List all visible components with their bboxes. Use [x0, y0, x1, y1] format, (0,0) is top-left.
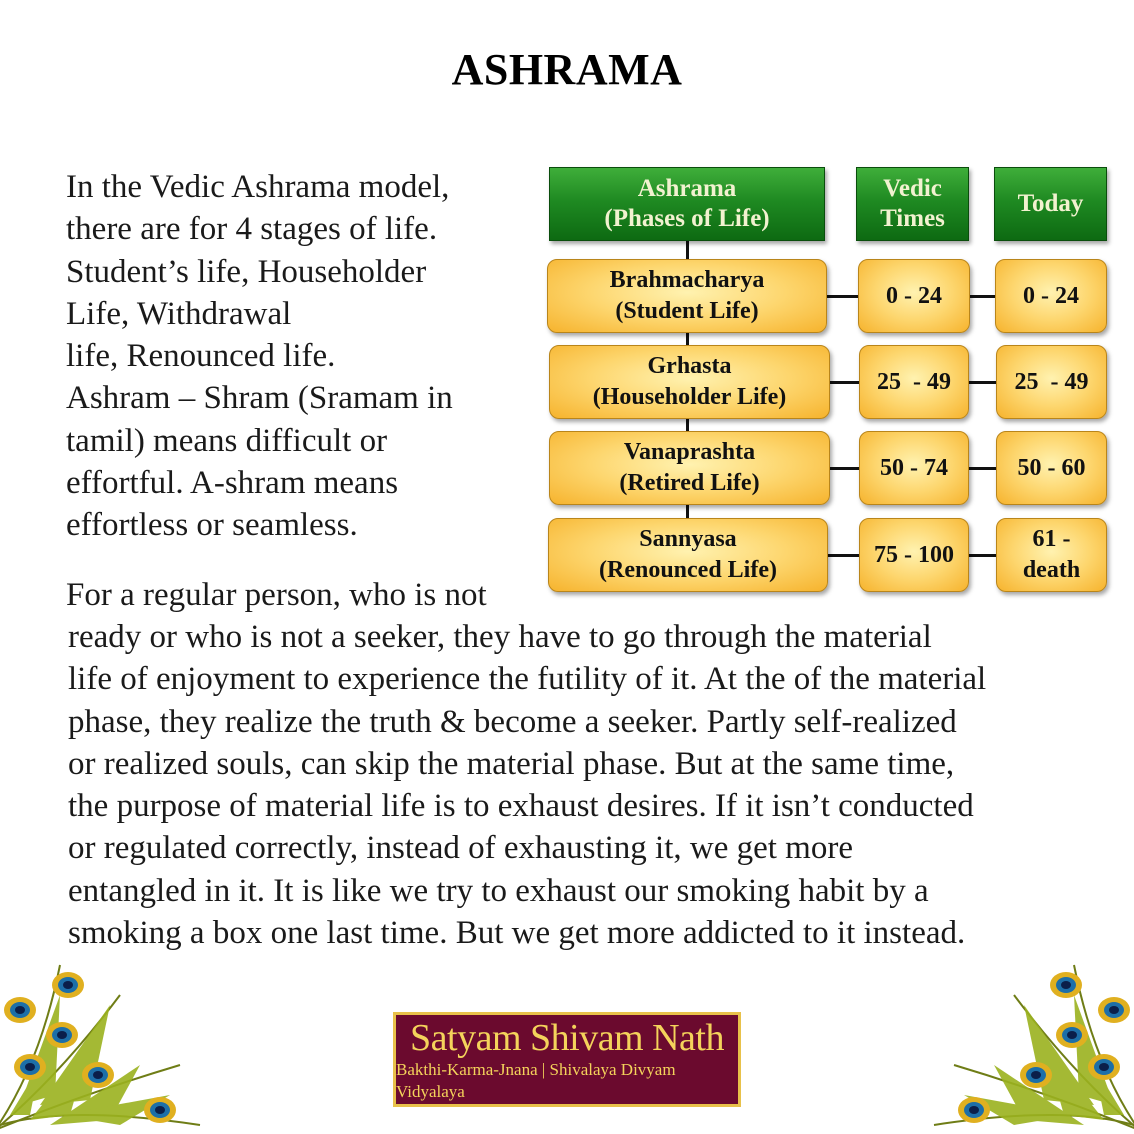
peacock-feather-right-icon: [919, 955, 1134, 1134]
phase-box-brahmacharya: [547, 259, 827, 333]
vedic-age-box: [859, 431, 969, 505]
peacock-feather-left-icon: [0, 955, 215, 1134]
intro-line: In the Vedic Ashrama model,: [66, 169, 450, 205]
logo-name: Satyam Shivam Nath: [410, 1016, 724, 1059]
header-ashrama-line2: (Phases of Life): [604, 205, 770, 232]
today-age-box: [996, 518, 1107, 592]
header-vedic-times: [856, 167, 969, 241]
phase-box-vanaprashta: [549, 431, 830, 505]
logo-tagline: Bakthi-Karma-Jnana | Shivalaya Divyam Vidyalaya: [396, 1059, 676, 1101]
intro-line: tamil) means difficult or: [66, 422, 388, 459]
phase-subtitle: (Householder Life): [592, 384, 787, 410]
header-today-line1: Today: [1017, 190, 1084, 217]
paragraph2-line: phase, they realize the truth & become a seeker. Partly self-realized: [68, 703, 957, 740]
paragraph2-line: or realized souls, can skip the material phase. But at the same time,: [68, 745, 955, 782]
phase-box-sannyasa: [548, 518, 828, 592]
brand-logo: [393, 1012, 741, 1107]
paragraph2: [68, 616, 1108, 954]
row-connector: [826, 295, 860, 298]
paragraph2-first-line: For a regular person, who is not: [66, 577, 487, 613]
header-ashrama: [549, 167, 825, 241]
intro-line: Life, Withdrawal: [66, 295, 292, 332]
intro-line: there are for 4 stages of life.: [66, 211, 438, 248]
phase-name: Brahmacharya: [609, 267, 765, 293]
paragraph2-line: the purpose of material life is to exhaust desires. If it isn’t conducted: [68, 788, 974, 825]
intro-line: Ashram – Shram (Sramam in: [66, 380, 453, 417]
row-connector: [830, 381, 860, 384]
today-age: 50 - 60: [1017, 454, 1086, 481]
phase-subtitle: (Retired Life): [619, 470, 760, 496]
row-connector: [968, 381, 996, 384]
row-connector: [968, 467, 996, 470]
today-age-line1: 61 -: [1032, 526, 1071, 552]
paragraph2-line: smoking a box one last time. But we get more addicted to it instead.: [68, 915, 966, 952]
header-ashrama-line1: Ashrama: [637, 175, 737, 202]
phase-name: Vanaprashta: [623, 439, 756, 465]
vedic-age-box: [858, 259, 970, 333]
phase-subtitle: (Student Life): [615, 298, 759, 324]
vedic-age: 75 - 100: [874, 541, 954, 568]
header-vedic-line1: Vedic: [883, 175, 942, 202]
today-age-line2: death: [1022, 557, 1081, 583]
paragraph2-line: or regulated correctly, instead of exhausting it, we get more: [68, 830, 853, 867]
intro-paragraph: [66, 166, 536, 547]
today-age-box: [995, 259, 1107, 333]
paragraph2-line: ready or who is not a seeker, they have to go through the material: [68, 619, 932, 655]
intro-line: effortless or seamless.: [66, 507, 358, 544]
paragraph2-line: life of enjoyment to experience the futility of it. At the of the material: [68, 661, 987, 698]
header-today: [994, 167, 1107, 241]
row-connector: [830, 467, 860, 470]
today-age: 25 - 49: [1014, 368, 1089, 395]
vedic-age: 0 - 24: [886, 282, 942, 309]
row-connector: [828, 554, 860, 557]
row-connector: [968, 554, 996, 557]
intro-line: life, Renounced life.: [66, 338, 336, 375]
phase-name: Grhasta: [647, 353, 732, 379]
today-age-box: [996, 431, 1107, 505]
today-age-box: [996, 345, 1107, 419]
intro-line: effortful. A-shram means: [66, 465, 399, 502]
phase-name: Sannyasa: [639, 526, 737, 552]
today-age: 0 - 24: [1023, 282, 1079, 309]
vedic-age: 25 - 49: [877, 368, 951, 395]
phase-subtitle: (Renounced Life): [599, 557, 777, 583]
phase-box-grhasta: [549, 345, 830, 419]
row-connector: [968, 295, 996, 298]
page-title: ASHRAMA: [451, 45, 683, 94]
intro-line: Student’s life, Householder: [66, 253, 427, 290]
vedic-age-box: [859, 518, 969, 592]
paragraph2-line: entangled in it. It is like we try to exhaust our smoking habit by a: [68, 872, 929, 909]
header-vedic-line2: Times: [880, 205, 945, 232]
vedic-age: 50 - 74: [880, 454, 948, 481]
vedic-age-box: [859, 345, 969, 419]
